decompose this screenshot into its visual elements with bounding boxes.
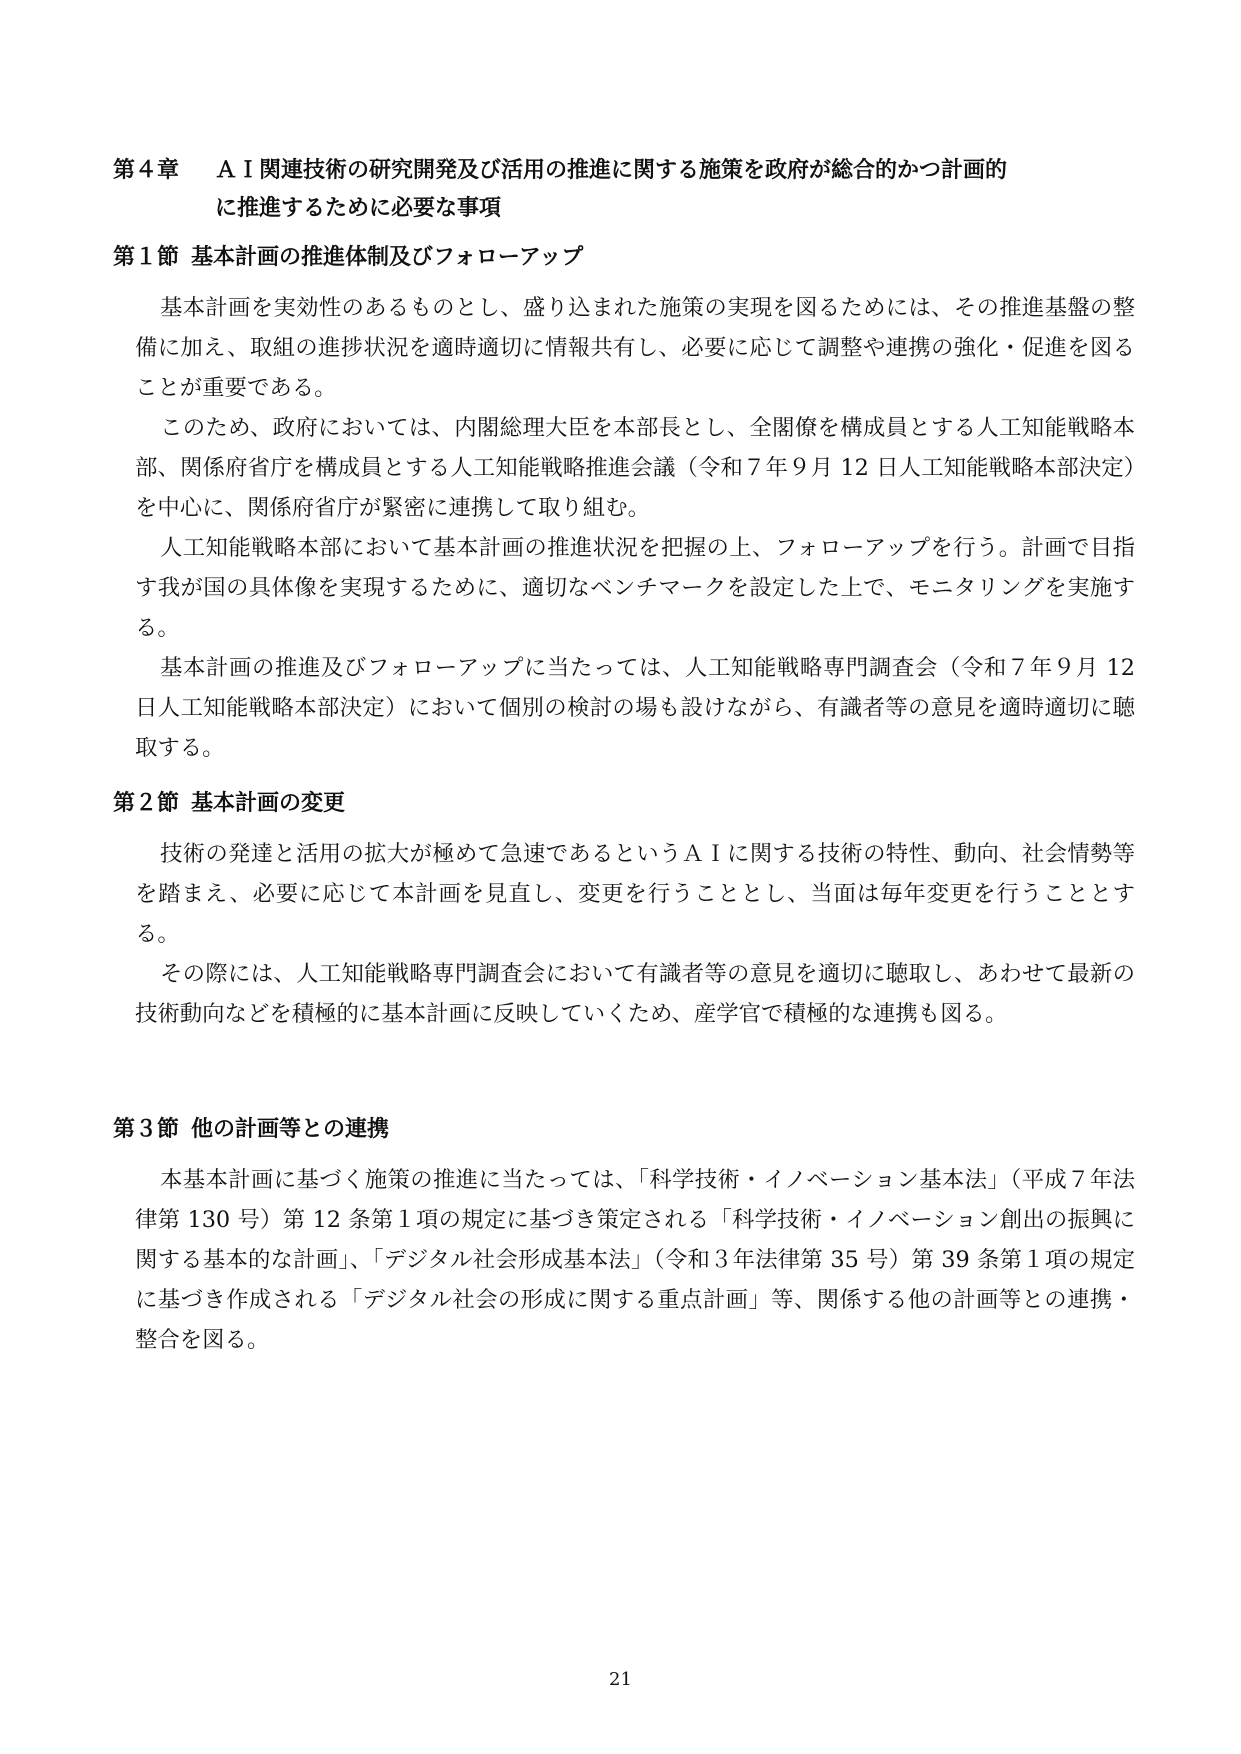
section-title: 基本計画の推進体制及びフォローアップ: [191, 245, 584, 270]
section-heading: [113, 789, 345, 819]
section-title: 他の計画等との連携: [191, 1117, 390, 1142]
chapter-title-line2: に推進するために必要な事項: [215, 196, 502, 221]
section-number: 第１節: [113, 245, 180, 270]
section-heading: [113, 243, 583, 273]
paragraph: 基本計画を実効性のあるものとし、盛り込まれた施策の実現を図るためには、その推進基盤の整備に加え、取組の進捗状況を適時適切に情報共有し、必要に応じて調整や連携の強化・促進を図ることが重要である。: [135, 295, 1135, 401]
paragraph: 技術の発達と活用の拡大が極めて急速であるというＡＩに関する技術の特性、動向、社会情勢等を踏まえ、必要に応じて本計画を見直し、変更を行うこととし、当面は毎年変更を行うこととする。: [135, 841, 1135, 947]
paragraph: 本基本計画に基づく施策の推進に当たっては、「科学技術・イノベーション基本法」（平成７年法律第 130 号）第 12 条第１項の規定に基づき策定される「科学技術・イノベーション創出の振興に関する基本的な計画」、「デジタル社会形成基本法」（令和３年法律第 35 号）第 39 条第１項の規定に基づき作成される「デジタル社会の形成に関する重点計画」等、関係する他の計画等との連携・整合を図る。: [135, 1167, 1135, 1353]
paragraph: 人工知能戦略本部において基本計画の推進状況を把握の上、フォローアップを行う。計画で目指す我が国の具体像を実現するために、適切なベンチマークを設定した上で、モニタリングを実施する。: [135, 535, 1135, 641]
chapter-number: 第４章: [113, 158, 180, 183]
section-body: [135, 288, 1135, 768]
chapter-heading: [113, 152, 1133, 228]
section-number: 第２節: [113, 791, 180, 816]
paragraph: その際には、人工知能戦略専門調査会において有識者等の意見を適切に聴取し、あわせて最新の技術動向などを積極的に基本計画に反映していくため、産学官で積極的な連携も図る。: [135, 961, 1135, 1027]
section-title: 基本計画の変更: [191, 791, 346, 816]
paragraph: このため、政府においては、内閣総理大臣を本部長とし、全閣僚を構成員とする人工知能戦略本部、関係府省庁を構成員とする人工知能戦略推進会議（令和７年９月 12 日人工知能戦略本部決定）を中心に、関係府省庁が緊密に連携して取り組む。: [135, 415, 1135, 521]
chapter-title-line1: ＡＩ関連技術の研究開発及び活用の推進に関する施策を政府が総合的かつ計画的: [215, 158, 1008, 183]
section-heading: [113, 1115, 389, 1145]
paragraph: 基本計画の推進及びフォローアップに当たっては、人工知能戦略専門調査会（令和７年９月 12 日人工知能戦略本部決定）において個別の検討の場も設けながら、有識者等の意見を適時適切に聴取する。: [135, 655, 1135, 761]
section-body: [135, 1160, 1135, 1360]
page-number: 21: [609, 1669, 632, 1690]
section-body: [135, 834, 1135, 1034]
section-number: 第３節: [113, 1117, 180, 1142]
